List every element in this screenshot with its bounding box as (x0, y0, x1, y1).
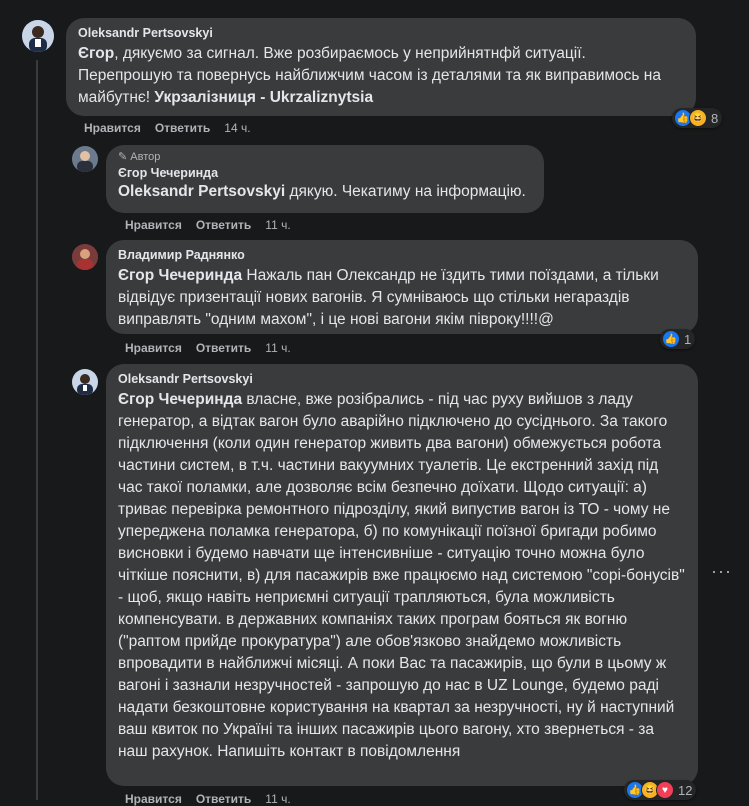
like-icon: 👍 (662, 330, 680, 348)
comment-text (118, 265, 686, 331)
profile-photo-icon (72, 244, 98, 270)
comment-author[interactable]: Владимир Раднянко (118, 248, 245, 262)
avatar[interactable] (22, 20, 54, 52)
love-icon: ♥ (656, 781, 674, 799)
timestamp[interactable]: 11 ч. (265, 792, 291, 806)
comment-actions (125, 341, 305, 355)
thread-line (36, 60, 38, 800)
like-button[interactable]: Нравится (125, 792, 182, 806)
like-icon: 👍 (626, 781, 644, 799)
comment-actions (125, 218, 305, 232)
reply-button[interactable]: Ответить (195, 341, 252, 355)
comment-bubble (106, 240, 698, 334)
comment-body: дякую. Чекатиму на інформацію. (285, 183, 526, 200)
reply-button[interactable]: Ответить (195, 792, 252, 806)
reactions-summary[interactable] (624, 780, 696, 800)
comment-bubble (66, 18, 696, 116)
mention-link[interactable]: Oleksandr Pertsovskyi (118, 183, 286, 200)
pencil-icon: ✎ (118, 151, 128, 163)
avatar[interactable] (72, 369, 98, 395)
reaction-count: 8 (711, 110, 719, 126)
page-signature-link[interactable]: Укрзалізниця - Ukrzaliznytsia (154, 89, 374, 106)
author-badge (118, 150, 532, 163)
comment-text (118, 181, 532, 203)
reactions-summary[interactable] (660, 329, 695, 349)
comment-bubble (106, 364, 698, 786)
like-button[interactable]: Нравится (84, 121, 141, 135)
comment-text (118, 389, 686, 763)
mention-link[interactable]: Єгор Чечеринда (118, 391, 243, 408)
comment-body: власне, вже розібрались - під час руху вийшов з ладу генератор, а відтак вагон було аварійно підключено до сусіднього. За такого підключення (коли один генератор живить два вагони) обмежується робота частини систем, в т.ч. частини вакуумних туалетів. Це екстренний захід під час такої поламки, але дозволяє всім безпечно доїхати. Щодо ситуації: а) триває перевірка ремонтного підрозділу, який випустив вагон із ТО - чому не упереджена поламка генератора, б) по комунікації поїзної бригади робимо висновки і будемо навчати ще інтенсивніше - ситуацію точно можна було чіткіше пояснити, в) для пасажирів вже працюємо над системою "сорі-бонусів" - щоб, якщо навіть неприємні ситуації трапляються, була можливість компенсувати. в державних компаніях таких програм бояться як вогню ("раптом прийде прокуратура") але обов'язково знайдемо можливість впровадити в найближчі місяці. А поки Вас та пасажирів, що були в цьому ж вагоні і зазнали незручностей - запрошую до нас в UZ Lounge, будемо раді надати безкоштовне користування на квартал за незручності, ну й наступний ваш квиток по Україні та інших пасажирів цього вагону, хто звернеться - за наш рахунок. Напишіть контакт в повідомлення (118, 391, 685, 760)
profile-photo-icon (72, 369, 98, 395)
timestamp[interactable]: 11 ч. (265, 218, 291, 232)
like-button[interactable]: Нравится (125, 341, 182, 355)
timestamp[interactable]: 14 ч. (224, 121, 251, 135)
comment-actions (125, 792, 305, 806)
reply-button[interactable]: Ответить (154, 121, 211, 135)
comment-actions (84, 121, 265, 135)
reaction-count: 12 (678, 782, 693, 798)
reaction-count: 1 (684, 331, 692, 347)
reply-button[interactable]: Ответить (195, 218, 252, 232)
comment-text (78, 43, 684, 109)
comment-author[interactable]: Oleksandr Pertsovskyi (118, 372, 253, 386)
haha-icon: 😆 (641, 781, 659, 799)
mention-link[interactable]: Єгор (78, 45, 115, 62)
avatar[interactable] (72, 146, 98, 172)
avatar[interactable] (72, 244, 98, 270)
timestamp[interactable]: 11 ч. (265, 341, 291, 355)
reactions-summary[interactable] (672, 108, 722, 128)
author-badge-label: Автор (130, 151, 161, 163)
more-options-icon[interactable]: ··· (711, 561, 732, 581)
like-icon: 👍 (674, 109, 692, 127)
mention-link[interactable]: Єгор Чечеринда (118, 267, 243, 284)
comment-author[interactable]: Oleksandr Pertsovskyi (78, 26, 213, 40)
profile-photo-icon (72, 146, 98, 172)
haha-icon: 😆 (689, 109, 707, 127)
comment-body: Нажаль пан Олександр не їздить тими поїздами, а тільки відвідує призентації нових вагонів. Я сумніваюсь що стільки негараздів виправлять "одним махом", і це нові вагони якім півроку!!!!@ (118, 267, 659, 328)
profile-photo-icon (22, 20, 54, 52)
comment-body: , дякуємо за сигнал. Вже розбираємось у неприйнятнфй ситуації. Перепрошую та повернусь найближчим часом із деталями та як виправимось на майбутнє! (78, 45, 661, 106)
like-button[interactable]: Нравится (125, 218, 182, 232)
comment-bubble (106, 145, 544, 213)
comment-author[interactable]: Єгор Чечеринда (118, 166, 219, 180)
